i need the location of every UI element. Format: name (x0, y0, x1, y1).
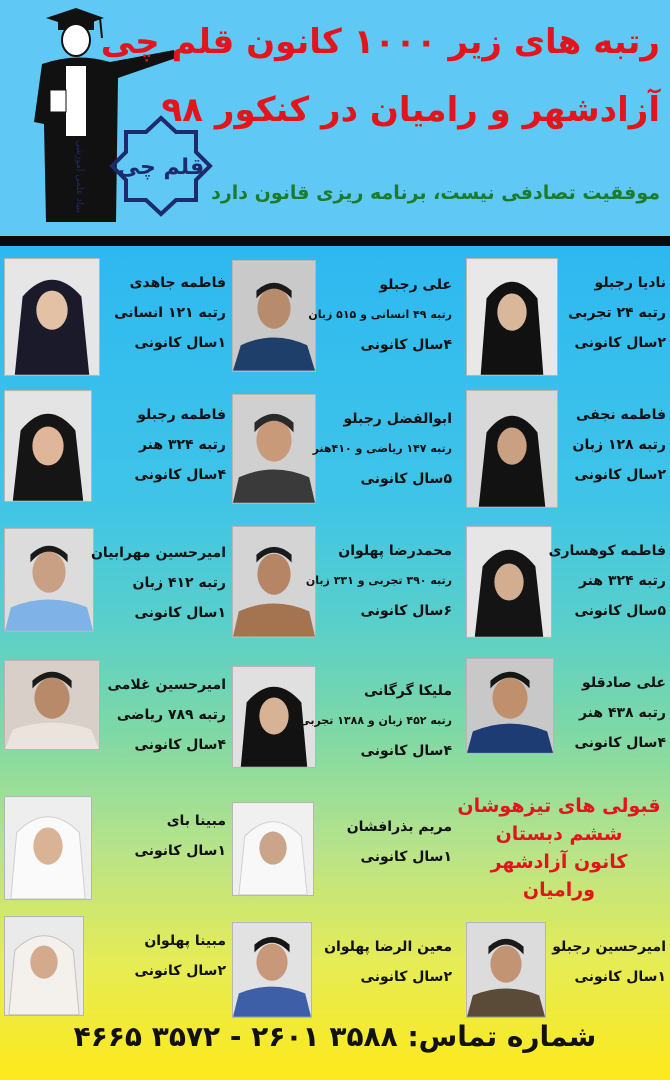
student-card (232, 526, 452, 646)
student-card (4, 916, 226, 1036)
student-rank: رتبه ۱۲۸ زبان (572, 437, 666, 453)
student-info (552, 932, 666, 992)
student-rank: رتبه ۴۳۸ هنر (578, 705, 666, 721)
slogan: موفقیت تصادفی نیست، برنامه ریزی قانون دارد (211, 182, 660, 204)
student-info (98, 400, 226, 490)
contact-footer (10, 1020, 660, 1053)
student-photo (232, 526, 316, 638)
acceptance-heading (452, 792, 666, 904)
student-name: علی صادقلو (582, 675, 666, 691)
student-info (98, 268, 226, 358)
student-name: علی رجبلو (379, 277, 452, 293)
student-name: مبینا بای (166, 813, 226, 829)
student-years: ۱سال کانونی (574, 969, 666, 985)
student-name: مریم بذرافشان (346, 819, 452, 835)
student-rank: رتبه ۳۹۰ تجربی و ۳۳۱ زبان (305, 574, 452, 587)
student-years: ۵سال کانونی (360, 471, 452, 487)
student-card (466, 258, 666, 378)
student-card (232, 260, 452, 380)
title-line-2: آزادشهر و رامیان در کنکور ۹۸ (161, 90, 660, 130)
student-rank: رتبه ۳۲۴ هنر (138, 437, 226, 453)
student-card (232, 394, 452, 514)
student-info (570, 668, 666, 758)
student-info (299, 676, 452, 766)
student-info (98, 926, 226, 986)
student-years: ۲سال کانونی (574, 335, 666, 351)
student-photo (4, 258, 100, 376)
student-info (328, 812, 452, 872)
student-years: ۲سال کانونی (134, 963, 226, 979)
student-photo (466, 390, 558, 508)
student-years: ۶سال کانونی (360, 603, 452, 619)
student-card (4, 660, 226, 780)
student-photo (232, 802, 314, 896)
student-info (570, 268, 666, 358)
student-card (4, 258, 226, 378)
student-card (232, 666, 452, 786)
student-name: مبینا پهلوان (144, 933, 226, 949)
student-name: فاطمه نجفی (576, 407, 666, 423)
student-photo (232, 394, 316, 504)
student-info (90, 538, 226, 628)
student-info (324, 932, 452, 992)
student-rank: رتبه ۷۸۹ ریاضی (116, 707, 226, 723)
student-name: معین الرضا پهلوان (324, 939, 452, 955)
acceptance-line-2: ششم دبستان (495, 823, 623, 845)
results-area (0, 246, 670, 1080)
student-info (98, 806, 226, 866)
logo-mark-text: قلم چی (117, 155, 205, 180)
student-years: ۴سال کانونی (134, 467, 226, 483)
student-name: نادیا رجبلو (594, 275, 666, 291)
student-photo (466, 658, 554, 754)
student-name: محمدرضا پهلوان (338, 543, 452, 559)
student-info (548, 536, 666, 626)
student-years: ۵سال کانونی (574, 603, 666, 619)
student-rank: رتبه ۴۱۲ زبان (132, 575, 226, 591)
student-name: امیرحسین رجبلو (552, 939, 666, 955)
acceptance-line-3: کانون آزادشهر ورامیان (490, 851, 628, 901)
student-name: فاطمه جاهدی (129, 275, 226, 291)
student-rank: رتبه ۴۵۲ زبان و ۱۳۸۸ تجربی (299, 714, 452, 727)
student-rank: رتبه ۲۴ تجربی (568, 305, 666, 321)
student-rank: رتبه ۴۹ انسانی و ۵۱۵ زبان (308, 308, 452, 321)
student-years: ۴سال کانونی (134, 737, 226, 753)
student-photo (4, 796, 92, 900)
student-info (312, 404, 452, 494)
student-name: امیرحسین مهرابیان (90, 545, 226, 561)
student-photo (4, 390, 92, 502)
student-card (466, 390, 666, 510)
student-years: ۱سال کانونی (134, 335, 226, 351)
student-name: امیرحسین غلامی (107, 677, 226, 693)
student-info (305, 536, 452, 626)
student-photo (232, 922, 312, 1018)
student-rank: رتبه ۱۴۷ ریاضی و ۴۱۰هنر (312, 442, 452, 455)
student-years: ۴سال کانونی (360, 743, 452, 759)
student-card (466, 658, 666, 778)
contact-numbers: ۳۵۸۸ ۲۶۰۱ - ۳۵۷۲ ۴۶۶۵ (73, 1020, 398, 1053)
header-banner (0, 0, 670, 236)
student-info (98, 670, 226, 760)
student-years: ۱سال کانونی (134, 605, 226, 621)
student-photo (4, 660, 100, 750)
student-card (4, 390, 226, 510)
student-photo (4, 528, 94, 632)
student-photo (4, 916, 84, 1016)
title-line-1: رتبه های زیر ۱۰۰۰ کانون قلم چی (100, 22, 660, 62)
student-name: فاطمه کوهساری (548, 543, 666, 559)
student-years: ۲سال کانونی (574, 467, 666, 483)
student-photo (466, 922, 546, 1018)
student-card (4, 796, 226, 916)
student-photo (466, 526, 552, 638)
student-name: ملیکا گرگانی (363, 683, 452, 699)
contact-label: شماره تماس: (407, 1020, 597, 1053)
student-info (570, 400, 666, 490)
student-rank: رتبه ۱۲۱ انسانی (114, 305, 226, 321)
acceptance-line-1: قبولی های تیزهوشان (457, 795, 661, 817)
student-years: ۱سال کانونی (134, 843, 226, 859)
student-photo (232, 260, 316, 372)
student-card (466, 526, 666, 646)
student-years: ۱سال کانونی (360, 849, 452, 865)
student-years: ۴سال کانونی (574, 735, 666, 751)
student-years: ۴سال کانونی (360, 337, 452, 353)
divider (0, 236, 670, 246)
logo-text: بنیاد علمی آموزشی (74, 140, 84, 213)
student-rank: رتبه ۳۲۴ هنر (578, 573, 666, 589)
student-years: ۲سال کانونی (360, 969, 452, 985)
student-photo (466, 258, 558, 376)
student-name: ابوالفضل رجبلو (343, 411, 452, 427)
student-card (232, 802, 452, 922)
student-name: فاطمه رجبلو (137, 407, 226, 423)
student-card (4, 528, 226, 648)
student-info (308, 270, 452, 360)
